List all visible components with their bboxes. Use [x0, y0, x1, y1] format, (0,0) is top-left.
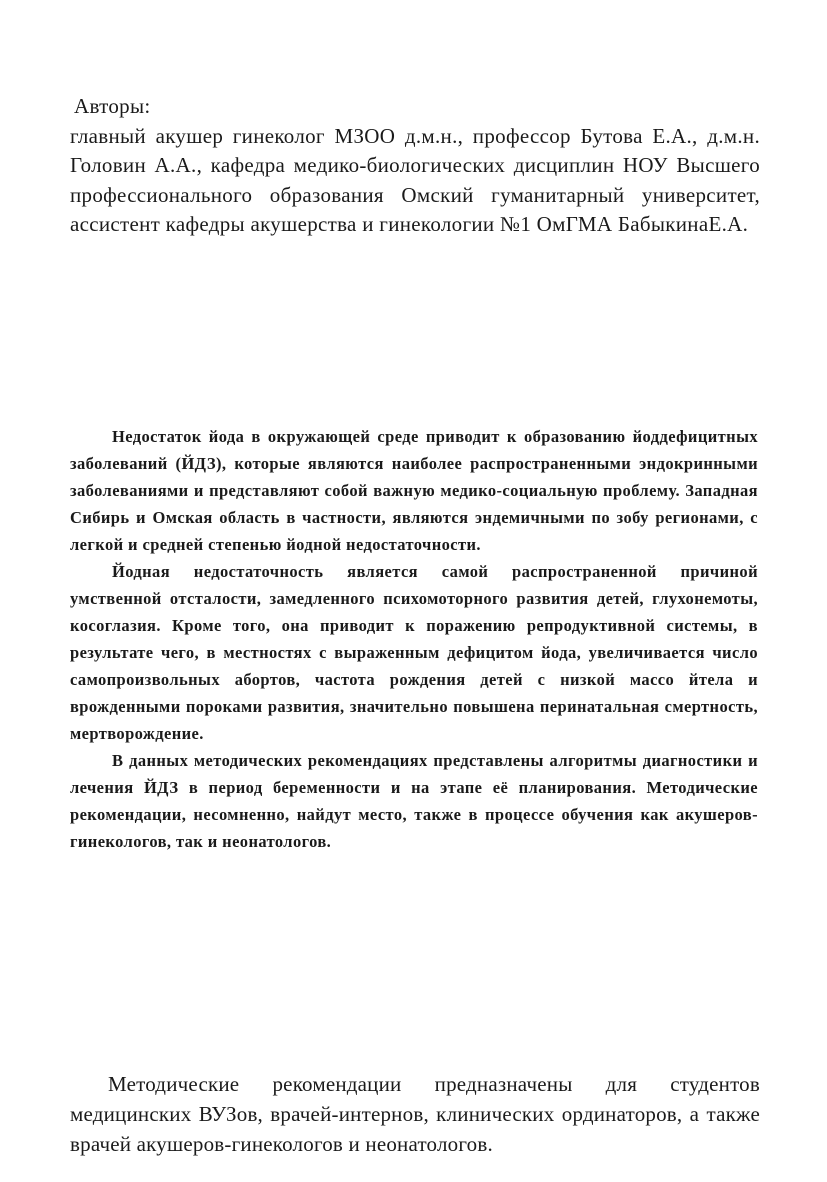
purpose-block: [70, 1069, 760, 1159]
abstract-paragraph: Йодная недостаточность является самой распространенной причиной умственной отсталости, замедленного психомоторного развития детей, глухонемоты, косоглазия. Кроме того, она приводит к поражению репродуктивной системы, в результате чего, в местностях с выраженным дефицитом йода, увеличивается число самопроизвольных абортов, частота рождения детей с низкой массо йтела и врожденными пороками развития, значительно повышена перинатальная смертность, мертворождение.: [70, 562, 758, 743]
purpose-text: Методические рекомендации предназначены для студентов медицинских ВУЗов, врачей-интернов, клинических ординаторов, а также врачей акушеров-гинекологов и неонатологов.: [70, 1072, 760, 1156]
authors-block: [70, 92, 760, 240]
abstract-paragraph: Недостаток йода в окружающей среде приводит к образованию йоддефицитных заболеваний (ЙДЗ), которые являются наиболее распространенными эндокринными заболеваниями и представляют собой важную медико-социальную проблему. Западная Сибирь и Омская область в частности, являются эндемичными по зобу регионами, с легкой и средней степенью йодной недостаточности.: [70, 427, 758, 554]
abstract-paragraph: В данных методических рекомендациях представлены алгоритмы диагностики и лечения ЙДЗ в период беременности и на этапе её планирования. Методические рекомендации, несомненно, найдут место, также в процессе обучения как акушеров-гинекологов, так и неонатологов.: [70, 751, 758, 851]
authors-label: Авторы:: [74, 94, 151, 118]
authors-text: главный акушер гинеколог МЗОО д.м.н., профессор Бутова Е.А., д.м.н. Головин А.А., кафедра медико-биологических дисциплин НОУ Высшего профессионального образования Омский гуманитарный университет, ассистент кафедры акушерства и гинекологии №1 ОмГМА БабыкинаЕ.А.: [70, 123, 760, 236]
abstract-block: [70, 423, 758, 855]
